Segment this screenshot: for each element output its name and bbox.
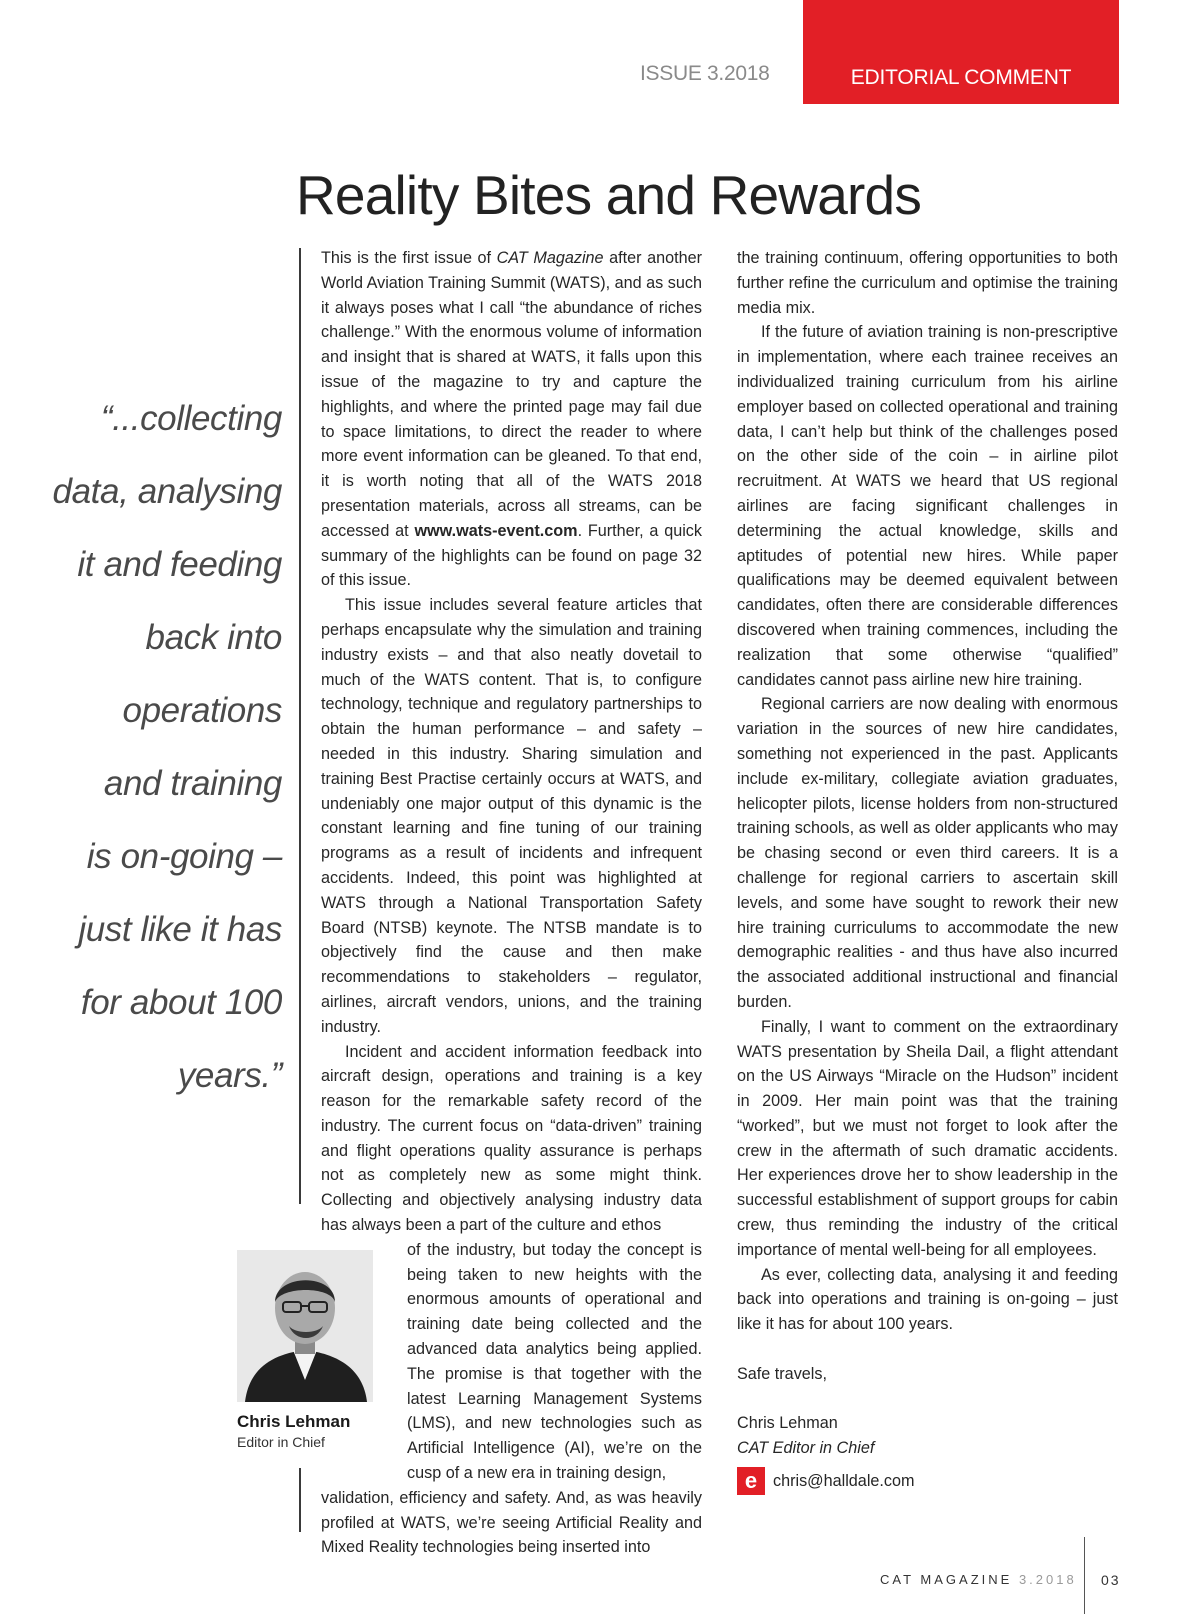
email-link[interactable]: chris@halldale.com [773,1471,915,1490]
paragraph: the training continuum, offering opportunities to both further refine the curriculum and optimise the training media mix. [737,249,1118,317]
pull-quote-line: back into [145,618,282,657]
paragraph: Regional carriers are now dealing with enormous variation in the sources of new hire candidates, something not experienced in the past. Applicants include ex-military, collegiate aviation graduates, helicopter pilots, license holders from non-structured training schools, as well as older applicants who may be chasing second or even third careers. It is a challenge for regional carriers to ascertain skill levels, and some have sought to rework their new hire training curriculums to accommodate the new demographic realities - and thus have also incurred the associated additional instructional and financial burden. [737,695,1118,1011]
paragraph: validation, efficiency and safety. And, as was heavily profiled at WATS, we’re seeing Artificial Reality and Mixed Reality technologies being inserted into [321,1488,702,1557]
email-row [737,1467,1118,1495]
paragraph: If the future of aviation training is non-prescriptive in implementation, where each trainee receives an individualized training curriculum from his airline employer based on collected operational and training data, I can’t help but think of the challenges posed on the other side of the coin – in airline pilot recruitment. At WATS we heard that US regional airlines are facing significant challenges in determining the actual knowledge, skills and aptitudes of potential new hires. While paper qualifications may be deemed equivalent between candidates, often there are considerable differences discovered when training commences, including the realization that some otherwise “qualified” candidates cannot pass airline new hire training. [737,323,1118,689]
pull-quote [42,382,282,1112]
author-portrait-icon [237,1250,373,1402]
column-rule-lower [299,1468,301,1532]
paragraph: This issue includes several feature articles that perhaps encapsulate why the simulation and training industry exists – and that also neatly dovetail to much of the WATS content. That is, to configure technology, technique and regulatory partnerships to obtain the human performance – and safety – needed in this industry. Sharing simulation and training Best Practise certainly occurs at WATS, and undeniably one major output of this dynamic is the constant learning and fine tuning of our training programs as a result of incidents and infrequent accidents. Indeed, this point was highlighted at WATS through a National Transportation Safety Board (NTSB) keynote. The NTSB mandate is to objectively find the cause and then make recommendations to stakeholders – regulator, airlines, aircraft vendors, unions, and the training industry. [321,596,702,1036]
paragraph: This is the first issue of CAT Magazine after another World Aviation Training Summit (WATS), and as such it always poses what I call “the abundance of riches challenge.” With the enormous volume of information and insight that is shared at WATS, it falls upon this issue of the magazine to try and capture the highlights, and where the printed page may fail due to space limitations, to direct the reader to where more event information can be gleaned. To that end, it is worth noting that all of the WATS 2018 presentation materials, across all streams, can be accessed at www.wats-event.com. Further, a quick summary of the highlights can be found on page 32 of this issue. [321,249,703,590]
page-number: 03 [1101,1572,1121,1588]
author-name: Chris Lehman [237,1412,351,1431]
footer-divider [1084,1537,1085,1614]
footer-magazine: CAT MAGAZINE 3.2018 [880,1572,1077,1587]
pull-quote-line: operations [122,691,282,730]
author-role: Editor in Chief [237,1434,325,1450]
author-byline [237,1412,350,1450]
email-icon: e [737,1467,765,1495]
paragraph: As ever, collecting data, analysing it and feeding back into operations and training is on-going – just like it has for about 100 years. [737,1265,1118,1334]
section-banner [803,0,1119,104]
paragraph-wrap-around-photo: of the industry, but today the concept is being taken to new heights with the enormous amounts of operational and training date being collected and the advanced data analytics being applied. The promise is that together with the latest Learning Management Systems (LMS), and new technologies such as Artificial Intelligence (AI), we’re on the cusp of a new era in training design, [407,1240,702,1483]
article-column-2 [737,246,1118,1495]
article-title: Reality Bites and Rewards [296,164,922,226]
pull-quote-line: data, analysing [52,472,282,511]
signature-name: Chris Lehman [737,1414,838,1433]
paragraph: Incident and accident information feedback into aircraft design, operations and training is a key reason for the remarkable safety record of the industry. The current focus on “data-driven” training and flight operations quality assurance is perhaps not as completely new as some might think. Collecting and objectively analysing industry data has always been a part of the culture and ethos [321,1042,702,1235]
pull-quote-line: for about 100 [80,983,282,1022]
signature-title: CAT Editor in Chief [737,1439,875,1458]
column-rule-upper [299,248,301,1204]
event-url-link[interactable]: www.wats-event.com [414,521,578,540]
paragraph: Finally, I want to comment on the extraordinary WATS presentation by Sheila Dail, a flight attendant on the US Airways “Miracle on the Hudson” incident in 2009. Her main point was that the training “worked”, but we must not forget to look after the crew in the aftermath of such dramatic accidents. Her experiences drove her to show leadership in the successful establishment of support groups for cabin crew, thus reminding the industry of the critical importance of mental well-being for all employees. [737,1017,1118,1259]
pull-quote-line: years.” [177,1056,282,1095]
signoff: Safe travels, [737,1364,827,1383]
magazine-name: CAT Magazine [496,249,604,267]
article-column-1 [321,246,702,1560]
pull-quote-line: “...collecting [100,399,282,438]
pull-quote-line: and training [103,764,282,803]
pull-quote-line: just like it has [78,910,282,949]
pull-quote-line: it and feeding [77,545,282,584]
section-label: EDITORIAL COMMENT [850,66,1072,89]
issue-label: ISSUE 3.2018 [640,62,770,85]
pull-quote-line: is on-going – [86,837,282,876]
author-photo [237,1250,373,1402]
